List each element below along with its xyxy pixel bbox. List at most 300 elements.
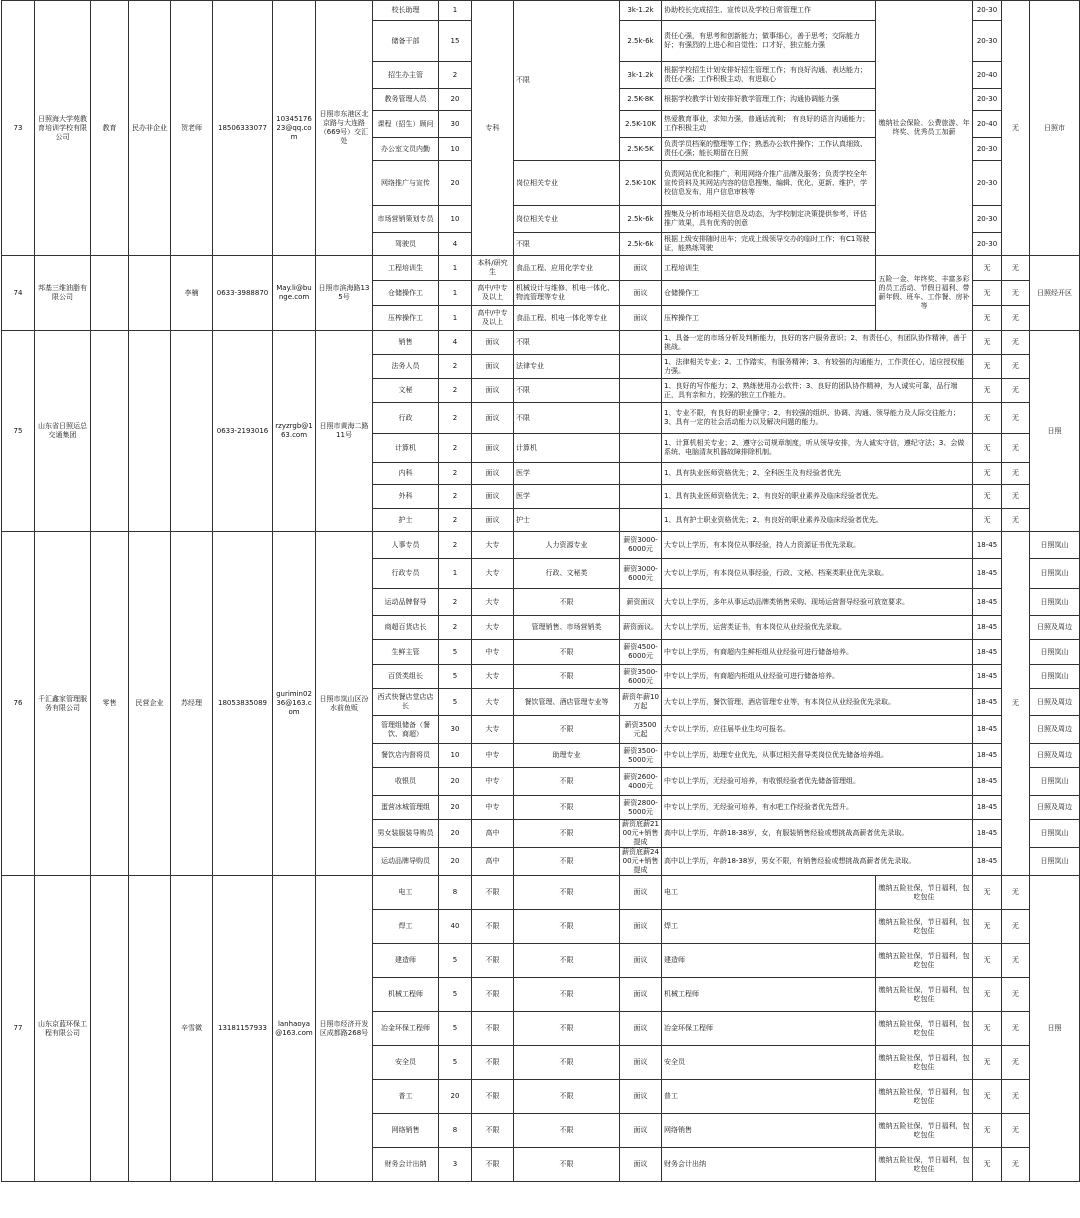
job-education: 面议 <box>472 434 514 463</box>
job-count: 2 <box>439 379 472 403</box>
job-other: 无 <box>1002 532 1030 876</box>
job-count: 15 <box>439 21 472 62</box>
job-requirements: 压榨操作工 <box>662 306 876 331</box>
job-education: 面议 <box>472 509 514 532</box>
job-salary: 面议 <box>620 281 662 306</box>
job-salary: 2.5k-6k <box>620 21 662 62</box>
job-education: 中专 <box>472 640 514 665</box>
job-other: 无 <box>1002 379 1030 403</box>
job-education: 不限 <box>472 876 514 910</box>
job-benefits: 缴纳五险社保，节日福利，包吃包住 <box>876 910 973 944</box>
job-count: 2 <box>439 434 472 463</box>
job-education: 不限 <box>472 1046 514 1080</box>
job-salary: 薪资面议。 <box>620 616 662 640</box>
job-title: 法务人员 <box>373 355 439 379</box>
job-age: 无 <box>973 876 1002 910</box>
job-requirements: 1、具有护士职业资格优先；2、有良好的职业素养及临床经验者优先。 <box>662 509 973 532</box>
job-requirements: 1、具备一定的市场分析及判断能力，良好的客户服务意识；2、有责任心，有团队协作精神，善于挑战。 <box>662 331 973 355</box>
table-row <box>2 256 1080 281</box>
job-salary: 面议 <box>620 306 662 331</box>
job-requirements: 网络销售 <box>662 1114 876 1148</box>
job-title: 校长助理 <box>373 1 439 21</box>
job-major: 不限 <box>514 640 620 665</box>
job-age: 无 <box>973 281 1002 306</box>
job-major: 护士 <box>514 509 620 532</box>
job-requirements: 中专以上学历，助理专业优先，从事过相关督导类岗位优先储备培养组。 <box>662 744 973 768</box>
job-requirements: 冶金环保工程师 <box>662 1012 876 1046</box>
job-title: 招生办主管 <box>373 62 439 89</box>
job-count: 2 <box>439 62 472 89</box>
contact-email: gurimin0236@163.com <box>273 532 316 876</box>
job-title: 焊工 <box>373 910 439 944</box>
job-salary: 薪资年薪10万起 <box>620 689 662 716</box>
job-major: 食品工程、应用化学专业 <box>514 256 620 281</box>
job-education: 面议 <box>472 463 514 485</box>
job-education: 大专 <box>472 616 514 640</box>
job-title: 百货类组长 <box>373 665 439 689</box>
job-major: 不限 <box>514 379 620 403</box>
job-requirements: 根据学校教学计划安排好教学管理工作；沟通协调能力强 <box>662 89 876 111</box>
job-count: 2 <box>439 485 472 509</box>
contact-person: 贺老师 <box>171 1 213 256</box>
job-education: 大专 <box>472 589 514 616</box>
job-education: 面议 <box>472 403 514 434</box>
job-other: 无 <box>1002 1012 1030 1046</box>
job-title: 机械工程师 <box>373 978 439 1012</box>
job-major: 法律专业 <box>514 355 620 379</box>
job-location: 日照及周边 <box>1030 716 1080 744</box>
job-age: 18-45 <box>973 744 1002 768</box>
job-salary: 薪资4500-6000元 <box>620 640 662 665</box>
company-nature <box>129 256 171 331</box>
job-salary: 面议 <box>620 978 662 1012</box>
job-requirements: 热爱教育事业，求知力强，普通话流利； 有良好的语言沟通能力；工作积极主动 <box>662 111 876 138</box>
job-title: 内科 <box>373 463 439 485</box>
job-count: 10 <box>439 206 472 233</box>
job-salary: 2.5k-6k <box>620 233 662 256</box>
job-education: 大专 <box>472 689 514 716</box>
company-nature: 民办非企业 <box>129 1 171 256</box>
job-title: 男女装服装导购员 <box>373 820 439 848</box>
job-salary: 面议 <box>620 1012 662 1046</box>
job-benefits: 缴纳五险社保，节日福利，包吃包住 <box>876 1080 973 1114</box>
job-location: 日照岚山 <box>1030 848 1080 876</box>
job-salary: 面议 <box>620 1148 662 1182</box>
table-row <box>2 876 1080 910</box>
job-title: 冶金环保工程师 <box>373 1012 439 1046</box>
job-education: 面议 <box>472 355 514 379</box>
job-requirements: 大专以上学历，运营类证书，有本岗位从业经验优先录取。 <box>662 616 973 640</box>
job-title: 普工 <box>373 1080 439 1114</box>
job-age: 18-45 <box>973 768 1002 796</box>
job-education: 不限 <box>472 910 514 944</box>
job-count: 20 <box>439 89 472 111</box>
job-salary: 面议 <box>620 944 662 978</box>
job-location: 日照 <box>1030 876 1080 1182</box>
job-salary: 薪资面议 <box>620 589 662 616</box>
company-address: 日照市滨海路135号 <box>316 256 373 331</box>
job-count: 20 <box>439 796 472 820</box>
table-row <box>2 1 1080 21</box>
job-major: 不限 <box>514 1012 620 1046</box>
job-major: 医学 <box>514 463 620 485</box>
company-number: 76 <box>2 532 35 876</box>
company-name: 日照海大学苑教育培训学校有限公司 <box>35 1 91 256</box>
company-name: 邦基三维油脂有限公司 <box>35 256 91 331</box>
job-location: 日照及周边 <box>1030 616 1080 640</box>
job-title: 管理组储备（餐饮、商超） <box>373 716 439 744</box>
job-age: 无 <box>973 485 1002 509</box>
job-other: 无 <box>1002 355 1030 379</box>
job-requirements: 负责学员档案的整理等工作；熟悉办公软件操作；工作认真细致、责任心强；能长期留在日照 <box>662 138 876 161</box>
job-major: 不限 <box>514 1148 620 1182</box>
job-age: 无 <box>973 256 1002 281</box>
job-salary: 2.5K-8K <box>620 89 662 111</box>
company-address: 日照市岚山区汾水前鱼贩 <box>316 532 373 876</box>
table-body <box>2 1 1080 1182</box>
job-age: 20-30 <box>973 89 1002 111</box>
job-title: 行政 <box>373 403 439 434</box>
job-age: 18-45 <box>973 716 1002 744</box>
job-requirements: 1、具有执业医师资格优先；2、全科医生及有经验者优先 <box>662 463 973 485</box>
job-count: 5 <box>439 978 472 1012</box>
job-major: 岗位相关专业 <box>514 206 620 233</box>
job-title: 文秘 <box>373 379 439 403</box>
job-title: 护士 <box>373 509 439 532</box>
job-major: 不限 <box>514 1114 620 1148</box>
job-salary: 2.5K-10K <box>620 111 662 138</box>
job-other: 无 <box>1002 463 1030 485</box>
company-address: 日照市经济开发区成都路268号 <box>316 876 373 1182</box>
job-major: 食品工程、机电一体化等专业 <box>514 306 620 331</box>
job-salary: 薪资3500元起 <box>620 716 662 744</box>
job-benefits: 缴纳五险社保，节日福利，包吃包住 <box>876 944 973 978</box>
job-requirements: 责任心强，有思考和创新能力；做事细心，善于思考；交际能力好；有强烈的上进心和自觉性；口才好，独立能力强 <box>662 21 876 62</box>
job-age: 无 <box>973 1046 1002 1080</box>
job-major: 餐饮管理、酒店管理专业等 <box>514 689 620 716</box>
job-count: 30 <box>439 716 472 744</box>
job-salary: 面议 <box>620 1080 662 1114</box>
job-requirements: 电工 <box>662 876 876 910</box>
job-other: 无 <box>1002 1046 1030 1080</box>
table-row <box>2 532 1080 559</box>
job-major: 不限 <box>514 1 620 161</box>
contact-person: 李楠 <box>171 256 213 331</box>
job-age: 无 <box>973 1080 1002 1114</box>
job-salary: 面议 <box>620 1114 662 1148</box>
job-requirements: 1、法律相关专业；2、工作踏实，有服务精神；3、有较强的沟通能力，工作责任心，适应授权能力强。 <box>662 355 973 379</box>
job-age: 20-40 <box>973 111 1002 138</box>
job-age: 无 <box>973 944 1002 978</box>
job-location: 日照及周边 <box>1030 689 1080 716</box>
job-education: 不限 <box>472 1148 514 1182</box>
contact-phone: 13181157933 <box>213 876 273 1182</box>
job-title: 运动品牌督导 <box>373 589 439 616</box>
job-major: 人力资源专业 <box>514 532 620 559</box>
job-requirements: 负责网站优化和推广，利用网络介推广品牌及服务；负责学校全年宣传资料及其网站内容的信息搜集、编辑、优化、更新、维护，学校信息发布，用户信息审核等 <box>662 161 876 206</box>
job-salary: 面议 <box>620 876 662 910</box>
job-requirements: 中专以上学历，无经验可培养，有水吧工作经验者优先晋升。 <box>662 796 973 820</box>
job-title: 电工 <box>373 876 439 910</box>
job-other: 无 <box>1002 978 1030 1012</box>
job-age: 无 <box>973 463 1002 485</box>
contact-phone: 0633-2193016 <box>213 331 273 532</box>
job-age: 20-30 <box>973 206 1002 233</box>
job-age: 18-45 <box>973 532 1002 559</box>
job-education: 面议 <box>472 331 514 355</box>
job-age: 无 <box>973 1012 1002 1046</box>
job-other: 无 <box>1002 1148 1030 1182</box>
company-industry: 教育 <box>91 1 129 256</box>
job-benefits: 五险一金、年终奖、丰富多彩的员工活动、节假日福利、带薪年假、班车、工作餐、房补等 <box>876 256 973 331</box>
job-title: 网络推广与宣传 <box>373 161 439 206</box>
job-location: 日照岚山 <box>1030 665 1080 689</box>
job-major: 计算机 <box>514 434 620 463</box>
job-salary: 面议 <box>620 1046 662 1080</box>
job-education: 不限 <box>472 1012 514 1046</box>
job-location: 日照岚山 <box>1030 768 1080 796</box>
job-education: 大专 <box>472 559 514 589</box>
contact-email: May.li@bunge.com <box>273 256 316 331</box>
job-requirements: 机械工程师 <box>662 978 876 1012</box>
job-count: 20 <box>439 820 472 848</box>
job-count: 8 <box>439 876 472 910</box>
job-education: 面议 <box>472 485 514 509</box>
job-major: 不限 <box>514 944 620 978</box>
contact-phone: 0633-3988870 <box>213 256 273 331</box>
job-age: 18-45 <box>973 559 1002 589</box>
job-education: 不限 <box>472 978 514 1012</box>
job-requirements: 焊工 <box>662 910 876 944</box>
job-age: 无 <box>973 434 1002 463</box>
job-salary <box>620 434 662 463</box>
job-count: 1 <box>439 1 472 21</box>
job-title: 建造师 <box>373 944 439 978</box>
job-requirements: 协助校长完成招生、宣传以及学校日常管理工作 <box>662 1 876 21</box>
job-salary: 2.5K-10K <box>620 161 662 206</box>
table-row <box>2 331 1080 355</box>
job-major: 不限 <box>514 876 620 910</box>
job-age: 18-45 <box>973 640 1002 665</box>
job-count: 20 <box>439 1080 472 1114</box>
job-age: 18-45 <box>973 665 1002 689</box>
job-requirements: 大专以上学历，有本岗位从事经验，行政、文秘、档案类职业优先录取。 <box>662 559 973 589</box>
job-salary: 薪资3500-6000元 <box>620 665 662 689</box>
job-requirements: 工程培训生 <box>662 256 876 281</box>
job-age: 18-45 <box>973 796 1002 820</box>
job-count: 5 <box>439 944 472 978</box>
job-requirements: 1、计算机相关专业；2、遵守公司规章制度，听从领导安排，为人诚实守信，遵纪守法；3、会做系统、电脑清灰机器故障排除机制。 <box>662 434 973 463</box>
job-location: 日照岚山 <box>1030 820 1080 848</box>
job-salary: 3k-1.2k <box>620 1 662 21</box>
job-location: 日照 <box>1030 331 1080 532</box>
job-education: 本科/研究生 <box>472 256 514 281</box>
job-requirements: 高中以上学历，年龄18-38岁，女，有服装销售经验或想挑战高薪者优先录取。 <box>662 820 973 848</box>
job-other: 无 <box>1002 910 1030 944</box>
job-requirements: 中专以上学历，有商超内柜组从业经验可进行储备培养。 <box>662 665 973 689</box>
job-other: 无 <box>1002 256 1030 281</box>
job-salary: 面议 <box>620 256 662 281</box>
job-title: 仓储操作工 <box>373 281 439 306</box>
job-major: 不限 <box>514 665 620 689</box>
job-title: 人事专员 <box>373 532 439 559</box>
job-count: 2 <box>439 589 472 616</box>
job-count: 1 <box>439 306 472 331</box>
company-industry <box>91 876 129 1182</box>
job-age: 20-30 <box>973 1 1002 21</box>
job-education: 大专 <box>472 665 514 689</box>
company-address: 日照市黄海二路11号 <box>316 331 373 532</box>
job-count: 20 <box>439 768 472 796</box>
job-title: 销售 <box>373 331 439 355</box>
job-major: 医学 <box>514 485 620 509</box>
job-education: 高中/中专及以上 <box>472 306 514 331</box>
job-other: 无 <box>1002 485 1030 509</box>
job-other: 无 <box>1002 306 1030 331</box>
job-age: 无 <box>973 379 1002 403</box>
job-count: 10 <box>439 138 472 161</box>
job-salary: 薪资2600-4000元 <box>620 768 662 796</box>
job-major: 不限 <box>514 796 620 820</box>
contact-phone: 18506333077 <box>213 1 273 256</box>
job-major: 不限 <box>514 768 620 796</box>
company-industry <box>91 331 129 532</box>
job-count: 5 <box>439 1046 472 1080</box>
job-other: 无 <box>1002 876 1030 910</box>
job-benefits: 缴纳五险社保，节日福利，包吃包住 <box>876 1114 973 1148</box>
job-other: 无 <box>1002 434 1030 463</box>
job-age: 无 <box>973 355 1002 379</box>
job-requirements: 安全员 <box>662 1046 876 1080</box>
job-title: 外科 <box>373 485 439 509</box>
job-title: 储备干部 <box>373 21 439 62</box>
job-salary: 3k-1.2k <box>620 62 662 89</box>
job-salary: 薪资底薪2400元+销售提成 <box>620 848 662 876</box>
job-major: 不限 <box>514 331 620 355</box>
job-requirements: 1、具有执业医师资格优先；2、有良好的职业素养及临床经验者优先。 <box>662 485 973 509</box>
company-name: 千汇鑫家管理服务有限公司 <box>35 532 91 876</box>
job-requirements: 大专以上学历，应往届毕业生均可报名。 <box>662 716 973 744</box>
job-major: 岗位相关专业 <box>514 161 620 206</box>
job-major: 不限 <box>514 403 620 434</box>
job-age: 20-30 <box>973 161 1002 206</box>
job-count: 20 <box>439 161 472 206</box>
job-location: 日照市 <box>1030 1 1080 256</box>
job-count: 5 <box>439 689 472 716</box>
job-age: 20-30 <box>973 138 1002 161</box>
job-age: 20-30 <box>973 233 1002 256</box>
job-major: 不限 <box>514 233 620 256</box>
job-requirements: 1、专业不限，有良好的职业操守；2、有较强的组织、协调、沟通、领导能力及人际交往能力；3、具有一定的社会活动能力以及解决问题的能力。 <box>662 403 973 434</box>
job-location: 日照岚山 <box>1030 532 1080 559</box>
job-location: 日照岚山 <box>1030 559 1080 589</box>
company-address: 日照市东港区北京路与大连路（669号）交汇处 <box>316 1 373 256</box>
job-requirements: 大专以上学历，有本岗位从事经验，持人力资源证书优先录取。 <box>662 532 973 559</box>
job-major: 不限 <box>514 716 620 744</box>
job-title: 行政专员 <box>373 559 439 589</box>
job-age: 18-45 <box>973 616 1002 640</box>
company-name: 山东京蓝环保工程有限公司 <box>35 876 91 1182</box>
job-salary <box>620 379 662 403</box>
job-major: 不限 <box>514 910 620 944</box>
company-nature: 民营企业 <box>129 532 171 876</box>
job-count: 5 <box>439 665 472 689</box>
job-salary <box>620 355 662 379</box>
job-education: 中专 <box>472 744 514 768</box>
recruitment-table <box>1 0 1080 1182</box>
job-salary <box>620 463 662 485</box>
job-major: 不限 <box>514 820 620 848</box>
company-name: 山东省日照运总交通集团 <box>35 331 91 532</box>
job-requirements: 搜集及分析市场相关信息及动态，为学校制定决策提供参考，评估推广效果，具有优秀的创意 <box>662 206 876 233</box>
job-age: 18-45 <box>973 589 1002 616</box>
job-education: 高中 <box>472 820 514 848</box>
job-age: 20-30 <box>973 21 1002 62</box>
job-other: 无 <box>1002 281 1030 306</box>
company-number: 75 <box>2 331 35 532</box>
job-age: 18-45 <box>973 820 1002 848</box>
contact-email: 1034517623@qq.com <box>273 1 316 256</box>
job-title: 商超百货店长 <box>373 616 439 640</box>
job-other: 无 <box>1002 1080 1030 1114</box>
job-title: 餐饮店内督将员 <box>373 744 439 768</box>
job-salary: 薪资3000-6000元 <box>620 532 662 559</box>
job-education: 大专 <box>472 716 514 744</box>
contact-email: rzyzrgb@163.com <box>273 331 316 532</box>
job-education: 大专 <box>472 532 514 559</box>
job-major: 不限 <box>514 1080 620 1114</box>
job-benefits: 缴纳五险社保，节日福利，包吃包住 <box>876 978 973 1012</box>
job-location: 日照及周边 <box>1030 796 1080 820</box>
job-title: 西式快餐店堂店店长 <box>373 689 439 716</box>
job-salary: 2.5K-5K <box>620 138 662 161</box>
company-industry <box>91 256 129 331</box>
job-requirements: 财务会计出纳 <box>662 1148 876 1182</box>
job-salary: 薪资3500-5000元 <box>620 744 662 768</box>
job-count: 3 <box>439 1148 472 1182</box>
company-number: 73 <box>2 1 35 256</box>
job-location: 日照经开区 <box>1030 256 1080 331</box>
job-title: 市场营销策划专员 <box>373 206 439 233</box>
job-title: 压榨操作工 <box>373 306 439 331</box>
job-major: 管理销售、市场营销类 <box>514 616 620 640</box>
job-major: 不限 <box>514 978 620 1012</box>
job-age: 18-45 <box>973 689 1002 716</box>
job-requirements: 普工 <box>662 1080 876 1114</box>
job-major: 不限 <box>514 589 620 616</box>
job-other: 无 <box>1002 403 1030 434</box>
job-title: 工程培训生 <box>373 256 439 281</box>
company-number: 77 <box>2 876 35 1182</box>
job-education: 中专 <box>472 768 514 796</box>
job-other: 无 <box>1002 1 1030 256</box>
contact-email: lanhaoya@163.com <box>273 876 316 1182</box>
job-major: 不限 <box>514 1046 620 1080</box>
job-count: 20 <box>439 848 472 876</box>
job-count: 4 <box>439 331 472 355</box>
job-requirements: 中专以上学历，有商超内生鲜柜组从业经验可进行储备培养。 <box>662 640 973 665</box>
job-title: 办公室文员内勤 <box>373 138 439 161</box>
job-count: 1 <box>439 256 472 281</box>
job-requirements: 中专以上学历，无经验可培养，有收银经验者优先储备管理组。 <box>662 768 973 796</box>
job-education: 面议 <box>472 379 514 403</box>
job-requirements: 高中以上学历，年龄18-38岁，男女不限，有销售经验或想挑战高薪者优先录取。 <box>662 848 973 876</box>
job-requirements: 根据学校招生计划安排好招生管理工作；有良好沟通、表达能力；责任心强；工作积极主动，有进取心 <box>662 62 876 89</box>
job-requirements: 建造师 <box>662 944 876 978</box>
job-requirements: 1、良好的写作能力；2、熟练使用办公软件；3、良好的团队协作精神，为人诚实可靠，品行端正，具有亲和力，较强的独立工作能力。 <box>662 379 973 403</box>
job-major: 行政、文秘类 <box>514 559 620 589</box>
company-nature <box>129 876 171 1182</box>
